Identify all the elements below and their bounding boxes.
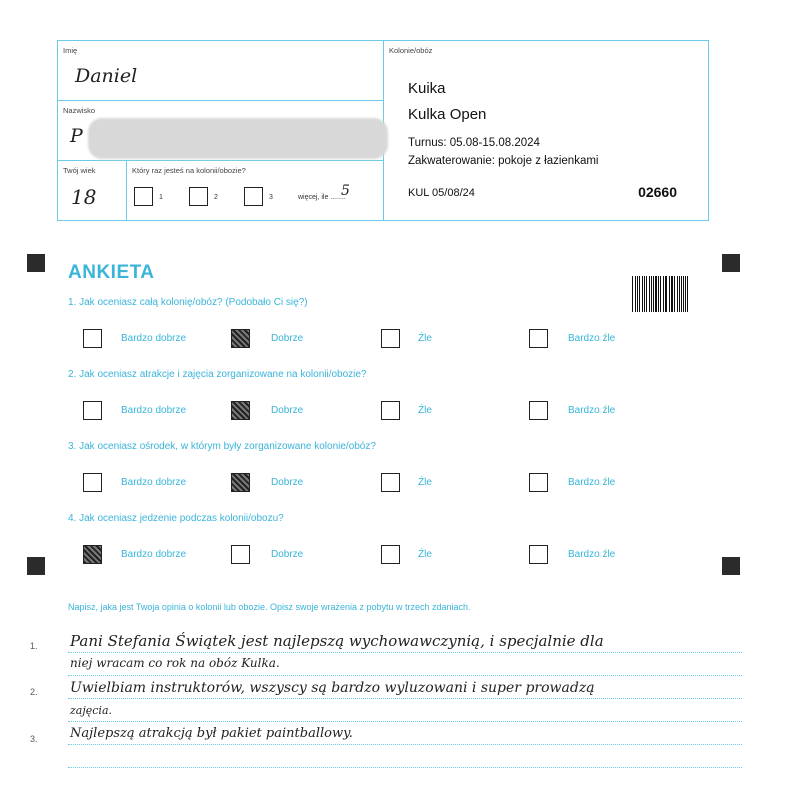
barcode-bar: [655, 276, 657, 312]
visit-count-field: [127, 161, 384, 221]
barcode-bar: [665, 276, 666, 312]
opinion-prompt: Napisz, jaka jest Twoja opinia o kolonii lub obozie. Opisz swoje wrażenia z pobytu w trzech zdaniach.: [68, 602, 471, 612]
question-2-checkbox-2[interactable]: [231, 401, 250, 420]
question-3-checkbox-3[interactable]: [381, 473, 400, 492]
camp-code: KUL 05/08/24: [408, 187, 475, 199]
question-4-checkbox-3[interactable]: [381, 545, 400, 564]
writing-line: [68, 767, 742, 768]
barcode-bar: [671, 276, 673, 312]
handwriting-line-3: Uwielbiam instruktorów, wszyscy są bardzo wyluzowani i super prowadzą: [70, 680, 595, 696]
barcode-bar: [653, 276, 654, 312]
age-label: Twój wiek: [63, 166, 96, 175]
writing-line: [68, 675, 742, 676]
question-4-option-label: Bardzo dobrze: [121, 549, 187, 560]
question-1-checkbox-4[interactable]: [529, 329, 548, 348]
question-4-text: 4. Jak oceniasz jedzenie podczas kolonii/obozu?: [68, 513, 284, 524]
question-1-option-label: Dobrze: [271, 333, 304, 344]
barcode-bar: [639, 276, 641, 312]
barcode-bar: [646, 276, 647, 312]
question-1-option-label: Bardzo dobrze: [121, 333, 187, 344]
barcode-bar: [681, 276, 682, 312]
writing-line: [68, 698, 742, 699]
question-4-checkbox-1[interactable]: [83, 545, 102, 564]
question-3-option-label: Bardzo źle: [568, 477, 616, 488]
barcode-bar: [666, 276, 667, 312]
camp-header-form: [57, 40, 709, 221]
question-3-option-label: Źle: [418, 477, 432, 488]
question-3-option-label: Bardzo dobrze: [121, 477, 187, 488]
participant-info: [58, 41, 384, 220]
barcode-bar: [687, 276, 688, 312]
first-name-label: Imię: [63, 46, 78, 55]
barcode-bar: [669, 276, 670, 312]
registration-mark-bottom-left: [27, 557, 45, 575]
question-4-checkbox-2[interactable]: [231, 545, 250, 564]
question-3-text: 3. Jak oceniasz ośrodek, w którym były zorganizowane kolonie/obóz?: [68, 441, 376, 452]
visit-count-option-3: 3: [269, 194, 273, 201]
turnus-dates: Turnus: 05.08-15.08.2024: [408, 137, 540, 149]
barcode-bar: [683, 276, 684, 312]
camp-info: [384, 41, 707, 220]
registration-mark-top-right: [722, 254, 740, 272]
surname-label: Nazwisko: [63, 106, 96, 115]
barcode-bar: [637, 276, 638, 312]
question-2-option-label: Bardzo dobrze: [121, 405, 187, 416]
redaction-blur: [88, 118, 388, 159]
question-2-option-label: Bardzo źle: [568, 405, 616, 416]
visit-count-checkbox-3[interactable]: [244, 187, 263, 206]
question-4-checkbox-4[interactable]: [529, 545, 548, 564]
handwriting-line-2: niej wracam co rok na obóz Kulka.: [70, 656, 280, 670]
question-2-checkbox-1[interactable]: [83, 401, 102, 420]
writing-line: [68, 721, 742, 722]
visit-count-more-label: więcej, ile ........: [298, 194, 346, 201]
survey-title: ANKIETA: [68, 262, 155, 283]
barcode-bar: [635, 276, 636, 312]
question-3-checkbox-2[interactable]: [231, 473, 250, 492]
visit-count-checkbox-1[interactable]: [134, 187, 153, 206]
barcode-bar: [674, 276, 675, 312]
age-value: 18: [71, 185, 97, 209]
camp-label: Kolonie/obóz: [389, 46, 433, 55]
visit-count-option-2: 2: [214, 194, 218, 201]
barcode-bar: [649, 276, 650, 312]
visit-count-label: Który raz jesteś na kolonii/obozie?: [132, 166, 246, 175]
barcode-bar: [679, 276, 680, 312]
barcode-bar: [677, 276, 678, 312]
age-field[interactable]: [58, 161, 127, 221]
camp-program: Kulka Open: [408, 106, 487, 123]
barcode-bar: [685, 276, 686, 312]
surname-value: P: [70, 125, 83, 147]
question-1-option-label: Bardzo źle: [568, 333, 616, 344]
question-1-checkbox-3[interactable]: [381, 329, 400, 348]
handwriting-line-4: zajęcia.: [70, 704, 113, 717]
first-name-field[interactable]: [58, 41, 384, 101]
question-2-checkbox-3[interactable]: [381, 401, 400, 420]
handwriting-line-5: Najlepszą atrakcją był pakiet paintballowy.: [70, 726, 353, 741]
visit-count-option-1: 1: [159, 194, 163, 201]
question-4-option-label: Bardzo źle: [568, 549, 616, 560]
barcode-bar: [663, 276, 664, 312]
barcode-bar: [651, 276, 652, 312]
barcode-bar: [644, 276, 645, 312]
question-3-checkbox-1[interactable]: [83, 473, 102, 492]
first-name-value: Daniel: [75, 65, 138, 87]
barcode-bar: [642, 276, 643, 312]
line-number-3: 3.: [30, 734, 38, 744]
form-number: 02660: [638, 184, 677, 200]
barcode-bar: [658, 276, 659, 312]
barcode-bar: [632, 276, 633, 312]
surname-field[interactable]: [58, 101, 384, 161]
writing-line: [68, 652, 742, 653]
visit-count-checkbox-2[interactable]: [189, 187, 208, 206]
question-1-checkbox-2[interactable]: [231, 329, 250, 348]
question-3-checkbox-4[interactable]: [529, 473, 548, 492]
question-1-text: 1. Jak oceniasz całą kolonię/obóz? (Podobało Ci się?): [68, 297, 308, 308]
question-1-option-label: Źle: [418, 333, 432, 344]
registration-mark-bottom-right: [722, 557, 740, 575]
question-4-option-label: Dobrze: [271, 549, 304, 560]
question-2-checkbox-4[interactable]: [529, 401, 548, 420]
handwriting-line-1: Pani Stefania Świątek jest najlepszą wychowawczynią, i specjalnie dla: [70, 632, 604, 650]
line-number-1: 1.: [30, 641, 38, 651]
question-2-option-label: Źle: [418, 405, 432, 416]
question-4-option-label: Źle: [418, 549, 432, 560]
barcode: [632, 276, 690, 312]
visit-count-more-value[interactable]: 5: [341, 183, 350, 199]
registration-mark-top-left: [27, 254, 45, 272]
line-number-2: 2.: [30, 687, 38, 697]
barcode-bar: [660, 276, 661, 312]
question-3-option-label: Dobrze: [271, 477, 304, 488]
question-2-option-label: Dobrze: [271, 405, 304, 416]
accommodation-info: Zakwaterowanie: pokoje z łazienkami: [408, 155, 599, 167]
question-1-checkbox-1[interactable]: [83, 329, 102, 348]
camp-name: Kuika: [408, 80, 446, 97]
writing-line: [68, 744, 742, 745]
question-2-text: 2. Jak oceniasz atrakcje i zajęcia zorganizowane na kolonii/obozie?: [68, 369, 367, 380]
